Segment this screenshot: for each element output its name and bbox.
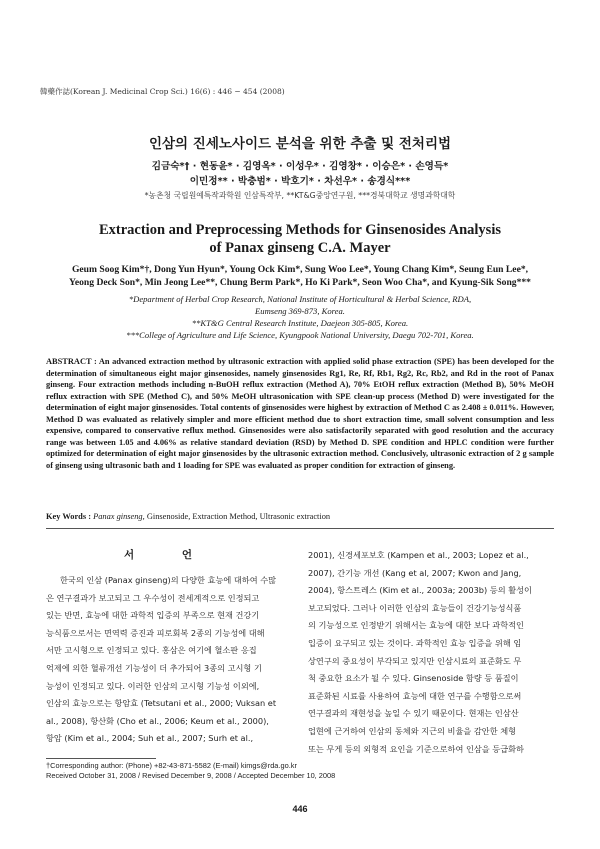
- body-line: al., 2008), 항산화 (Cho et al., 2006; Keum et al., 2000),: [46, 715, 269, 726]
- footnote-rule: [46, 758, 156, 759]
- journal-citation: 韓藥作誌(Korean J. Medicinal Crop Sci.) 16(6) : 446 − 454 (2008): [40, 87, 285, 96]
- keywords-species: Panax ginseng: [93, 512, 143, 521]
- korean-authors-line1: 김금숙*† · 현동윤* · 김영옥* · 이성우* · 김영창* · 이승은* · 손영득*: [151, 161, 449, 172]
- affiliation-2: **KT&G Central Research Institute, Daejeon 305-805, Korea.: [191, 318, 409, 328]
- affiliation-1a: *Department of Herbal Crop Research, National Institute of Horticultural & Herbal Science, RDA,: [128, 294, 472, 304]
- body-line: 의 기능성으로 인정받기 위해서는 효능에 대한 보다 과학적인: [308, 620, 524, 631]
- body-line: 입증이 요구되고 있는 것이다. 과학적인 효능 입증을 위해 임: [308, 637, 522, 648]
- body-line: 은 연구결과가 보고되고 그 우수성이 전세계적으로 인정되고: [46, 592, 260, 603]
- body-line: 있는 반면, 효능에 대한 과학적 입증의 부족으로 현재 건강기: [46, 610, 260, 621]
- korean-affiliations: *농촌청 국립원예특작과학원 인삼특작부, **KT&G중앙연구원, ***경북대학교 생명과학대학: [144, 191, 456, 200]
- body-line: 억제에 의한 혈류개선 기능성이 더 추가되어 3종의 고시형 기: [46, 662, 262, 673]
- english-title-line2: of Panax ginseng C.A. Mayer: [209, 240, 391, 256]
- footnote: [46, 761, 335, 781]
- affiliation-1b: Eumseng 369-873, Korea.: [255, 306, 345, 316]
- keywords: [46, 511, 554, 522]
- body-line: 표준화된 시료를 사용하여 효능에 대한 연구를 수행함으로써: [308, 690, 522, 701]
- english-title-line1: Extraction and Preprocessing Methods for Ginsenosides Analysis: [98, 222, 501, 238]
- body-line: 한국의 인삼 (Panax ginseng)의 다양한 효능에 대하여 수많: [60, 575, 277, 585]
- english-authors: Geum Soog Kim*†, Dong Yun Hyun*, Young Ock Kim*, Sung Woo Lee*, Young Chang Kim*, Seung Eun Lee*, Yeong Deck Son*, Min Jeong Lee**, Chung Berm Park*, Ho Ki Park*, Seon Woo Cha*, and Kyung-Sik Song***: [69, 264, 531, 288]
- corresponding-author: †Corresponding author: (Phone) +82-43-871-5582 (E-mail) kimgs@rda.go.kr: [46, 761, 297, 770]
- keywords-rest: , Ginsenoside, Extraction Method, Ultrasonic extraction: [142, 512, 331, 521]
- page-number: 446: [292, 804, 308, 814]
- body-right-column: [308, 547, 554, 758]
- body-line: 2004), 항스트레스 (Kim et al., 2003a; 2003b) 등의 활성이: [308, 585, 532, 596]
- body-line: 업현에 근거하여 인삼의 동체와 지근의 비율을 감안한 체형: [308, 725, 517, 736]
- body-line: 척 중요한 요소가 될 수 있다. Ginsenoside 함량 등 품질이: [308, 673, 519, 684]
- body-line: 상연구의 중요성이 부각되고 있지만 인삼시료의 표준화도 무: [308, 655, 522, 666]
- body-line: 보고되었다. 그러나 이러한 인삼의 효능들이 건강기능성식품: [308, 602, 522, 613]
- body-line: 능성이 인정되고 있다. 이러한 인삼의 고시형 기능성 이외에,: [46, 680, 260, 691]
- section-heading-introduction: 서 언: [124, 549, 214, 561]
- body-line: 2001), 신경세포보호 (Kampen et al., 2003; Lopez et al.,: [308, 550, 529, 560]
- section-divider: [46, 528, 554, 529]
- korean-authors-line2: 이민정** · 박충범* · 박호기* · 차선우* · 송경식***: [189, 176, 411, 187]
- received-dates: Received October 31, 2008 / Revised December 9, 2008 / Accepted December 10, 2008: [46, 771, 336, 780]
- body-line: 인삼의 효능으로는 항암효 (Tetsutani et al., 2000; Vuksan et: [46, 698, 277, 709]
- body-line: 2007), 간기능 개선 (Kang et al, 2007; Kwon and Jang,: [308, 567, 522, 578]
- abstract: ABSTRACT : An advanced extraction method by ultrasonic extraction with applied solid phase extraction (SPE) has been developed for the determination of simultaneous eight major ginsenosides, namely ginsenosides Rg1, Re, Rf, Rb1, Rg2, Rc, Rb2, and Rd in the root of Panax ginseng. Four extraction methods including n-BuOH reflux extraction (Method A), 70% EtOH reflux extraction (Method B), 50% MeOH reflux extraction with SPE (Method C), and 50% MeOH ultrasonication with SPE clean-up process (Method D) were investigated for the determination of eight major ginsenosides. Total contents of ginsenosides were highest by extraction of Method C as 2.408 ± 0.011%. However, Method D was evaluated as relatively simpler and more efficient method due to short extraction time, small solvent consumption and less expensive, compared to conservative reflux method. Ginsenosides were also satisfactorily separated with good resolution and the accuracy range was between 1.05 and 4.06% as relative standard deviation (RSD) by Method D. SPE condition and HPLC condition were further optimized for determination of eight major ginsenosides by the ultrasonic extraction method. Conclusively, ultrasonic extraction of 2 g sample of ginseng using ultrasonic bath and 1 loading for SPE was evaluated as proper condition for extraction of ginseng.: [46, 357, 554, 470]
- body-line: 항암 (Kim et al., 2004; Suh et al., 2007; Surh et al.,: [46, 733, 254, 744]
- body-left-column: [46, 572, 292, 748]
- keywords-label: Key Words :: [46, 512, 91, 521]
- body-line: 또는 무게 등의 외형적 요인을 기준으로하여 인삼을 등급화하: [308, 743, 524, 754]
- affiliation-3: ***College of Agriculture and Life Science, Kyungpook National University, Daegu 702-701, Korea.: [126, 330, 474, 340]
- body-line: 서만 고시형으로 인정되고 있다. 홍삼은 여기에 혈소판 응집: [46, 645, 257, 656]
- korean-title: 인삼의 진세노사이드 분석을 위한 추출 및 전처리법: [148, 136, 452, 152]
- body-line: 능식품으로서는 면역력 증진과 피로회복 2종의 기능성에 대해: [46, 627, 265, 638]
- body-line: 연구결과의 재현성을 높일 수 있기 때문이다. 현재는 인삼산: [308, 708, 519, 719]
